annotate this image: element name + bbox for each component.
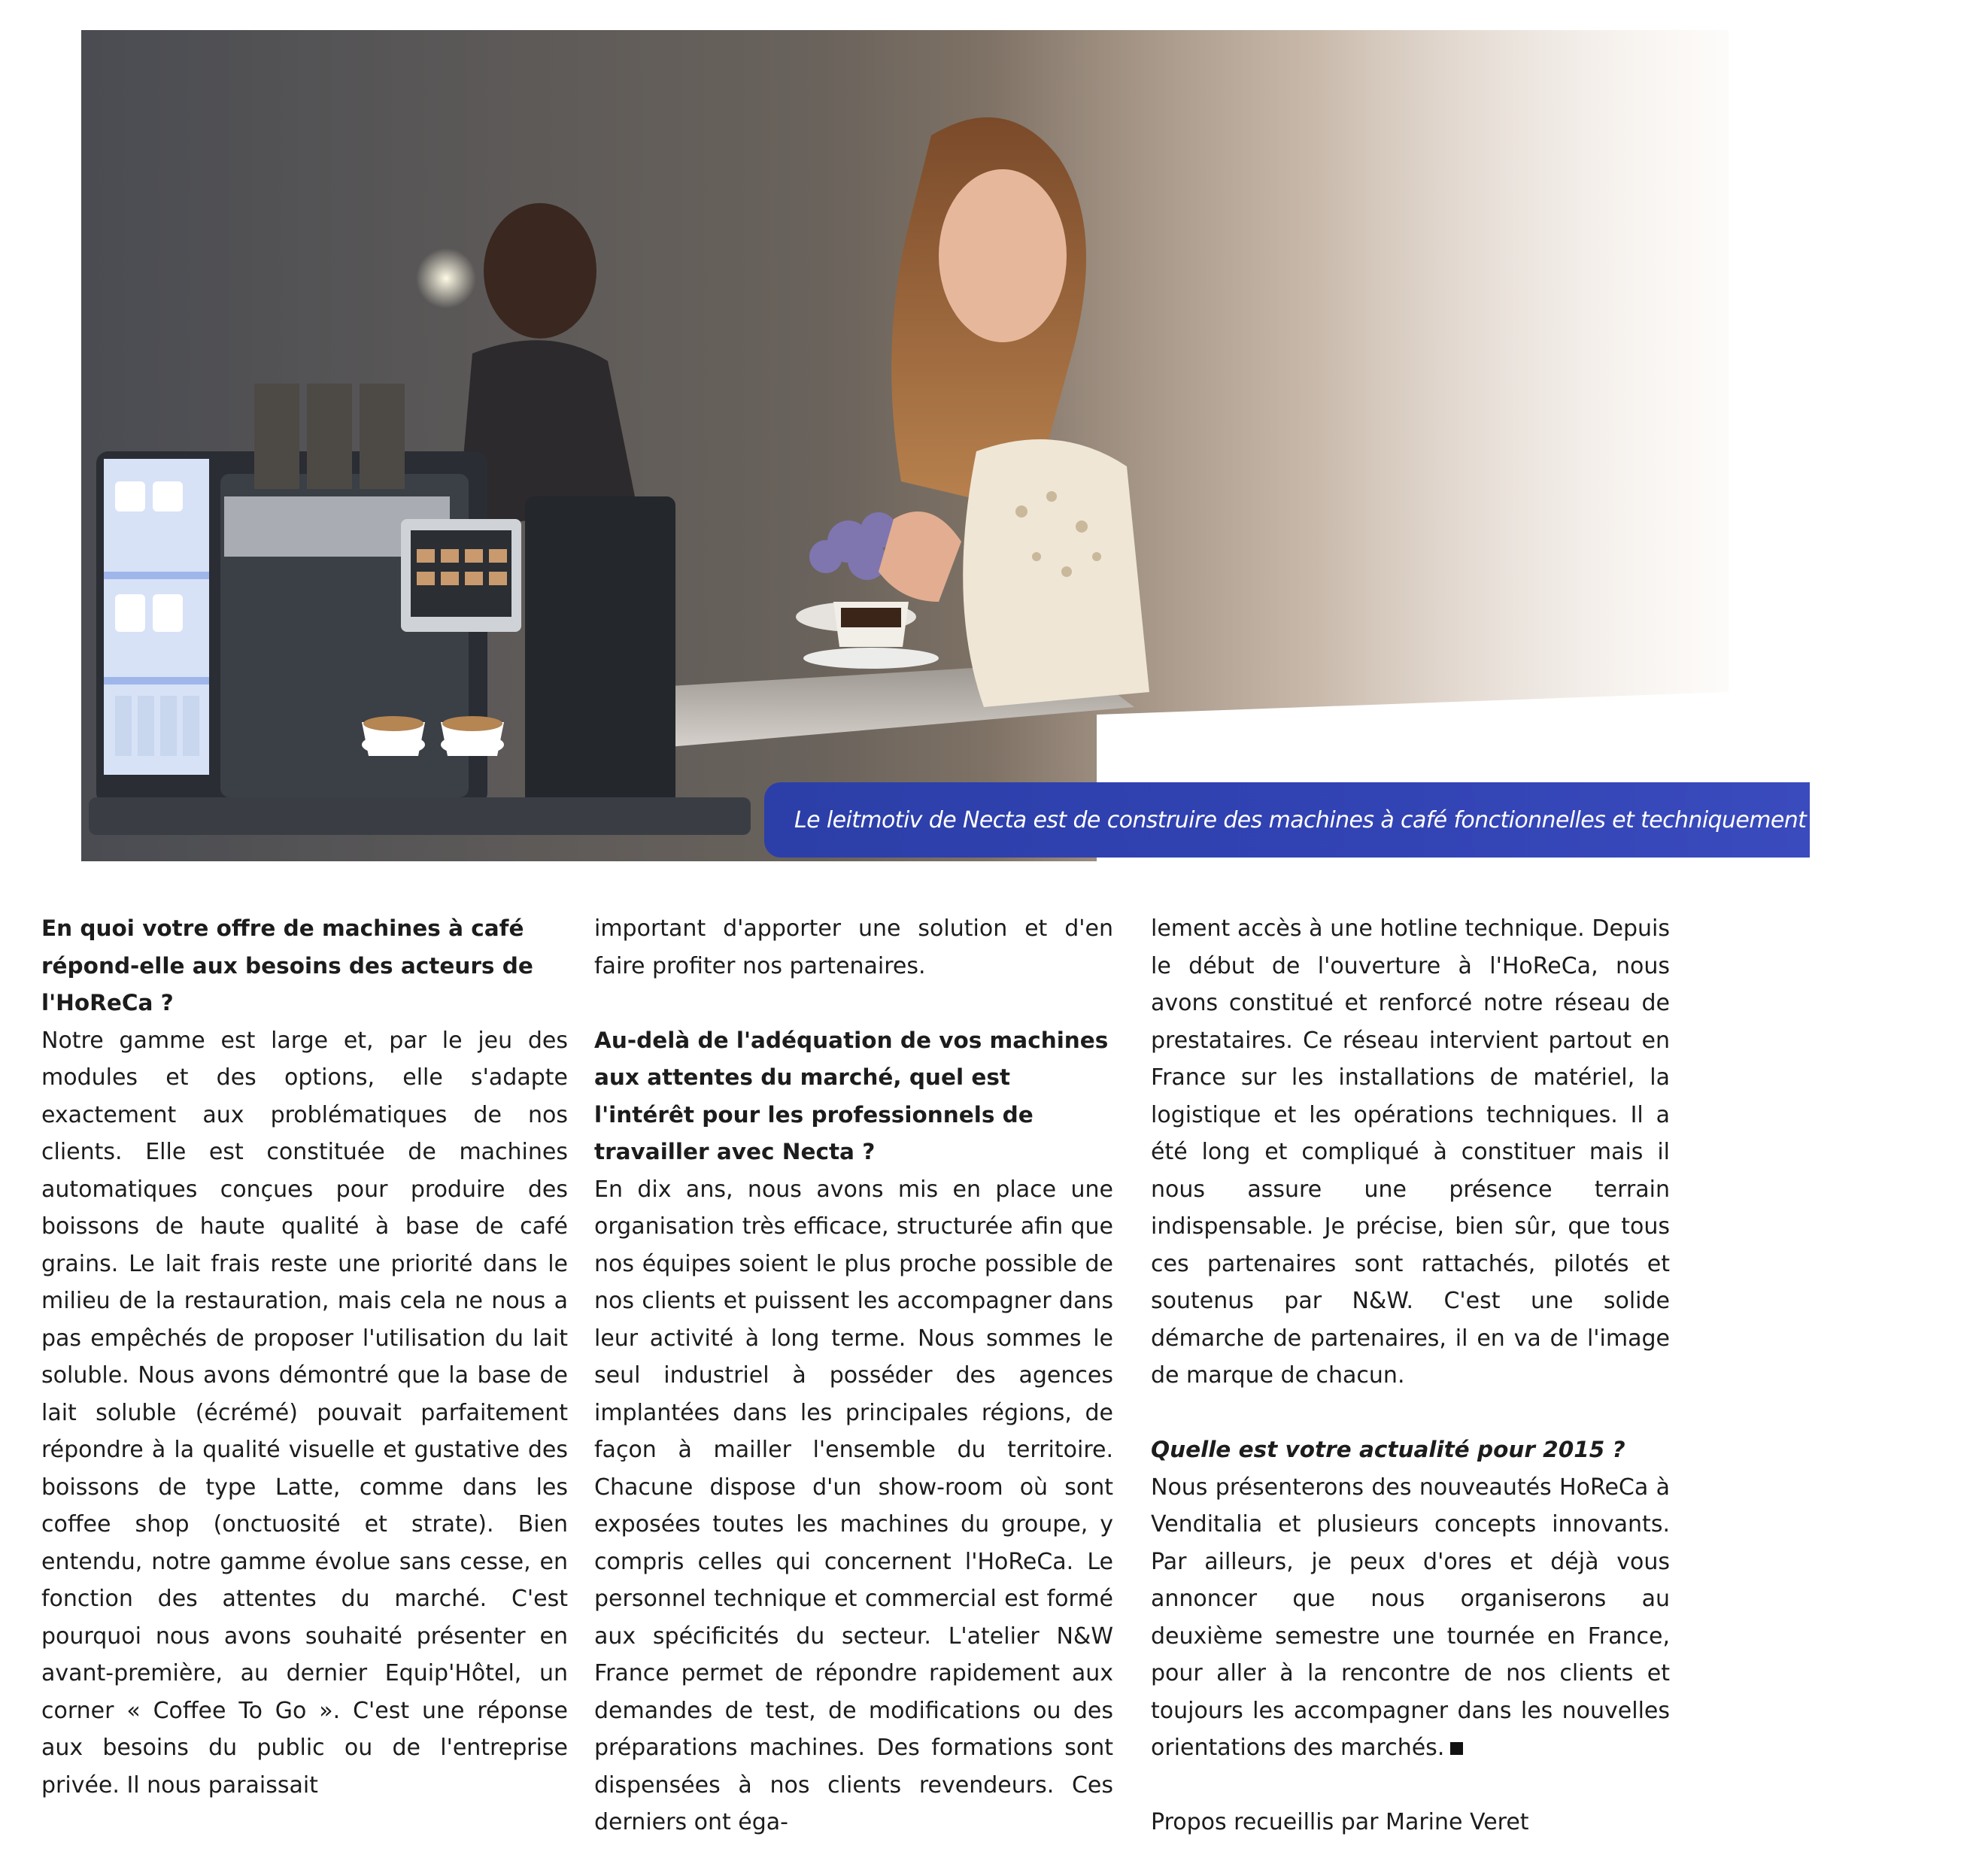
interview-answer: Notre gamme est large et, par le jeu des modules et des options, elle s'adapte exactement aux problématiques de nos clients. Elle est constituée de machines automatiques conçues pour produire des boissons de haute qualité à base de café grains. Le lait frais reste une priorité dans le milieu de la restauration, mais cela ne nous a pas empêchés de proposer l'utilisation du lait soluble. Nous avons démontré que la base de lait soluble (écrémé) pouvait parfaitement répondre à la qualité visuelle et gustative des boissons de type Latte, comme dans les coffee shop (onctuosité et strate). Bien entendu, notre gamme évolue sans cesse, en fonction des attentes du marché. C'est pourquoi nous avons souhaité présenter en avant-première, au dernier Equip'Hôtel, un corner « Coffee To Go ». C'est une réponse aux besoins du public ou de l'entreprise privée. Il nous paraissait: [41, 1027, 568, 1799]
interview-answer-text: Nous présenterons des nouveautés HoReCa à Venditalia et plusieurs concepts innovants. Par ailleurs, je peux d'ores et déjà vous annoncer que nous organiserons au deuxième semestre une tournée en France, pour aller à la rencontre de nos clients et toujours les accompagner dans les nouvelles orientations des marchés.: [1151, 1474, 1670, 1761]
interview-question: Quelle est votre actualité pour 2015 ?: [1151, 1437, 1625, 1462]
interview-answer-continued: important d'apporter une solution et d'en faire profiter nos partenaires.: [594, 915, 1113, 979]
interview-answer-continued: lement accès à une hotline technique. Depuis le début de l'ouverture à l'HoReCa, nous avons constitué et renforcé notre réseau de prestataires. Ce réseau intervient partout en France sur les installations de matériel, la logistique et les opérations techniques. Il a été long et compliqué à constituer mais il nous assure une présence terrain indispensable. Je précise, bien sûr, que tous ces partenaires sont rattachés, pilotés et soutenus par N&W. C'est une solide démarche de partenaires, il en va de l'image de marque de chacun.: [1151, 915, 1670, 1389]
photo-caption: Le leitmotiv de Necta est de construire des machines à café fonctionnelles et techniquement irréprochables.: [794, 806, 1976, 833]
end-of-article-mark: [1450, 1742, 1463, 1755]
interview-answer: En dix ans, nous avons mis en place une organisation très efficace, structurée afin que nos équipes soient le plus proche possible de nos clients et puissent les accompagner dans leur activité à long terme. Nous sommes le seul industriel à posséder des agences implantées dans les principales régions, de façon à mailler l'ensemble du territoire. Chacune dispose d'un show-room où sont exposées toutes les machines du groupe, y compris celles qui concernent l'HoReCa. Le personnel technique et commercial est formé aux spécificités du secteur. L'atelier N&W France permet de répondre rapidement aux demandes de test, de modifications ou des préparations machines. Des formations sont dispensées à nos clients revendeurs. Ces derniers ont éga-: [594, 1176, 1113, 1835]
interview-question: En quoi votre offre de machines à café répond-elle aux besoins des acteurs de l'HoReCa ?: [41, 915, 533, 1015]
article-column-3: [1151, 910, 1670, 1841]
interview-question: Au-delà de l'adéquation de vos machines aux attentes du marché, quel est l'intérêt pour les professionnels de travailler avec Necta ?: [594, 1027, 1109, 1164]
interview-answer-final: [1151, 1469, 1670, 1767]
coffee-machine-scene-illustration: [81, 30, 1729, 861]
photo-caption-bar: [764, 782, 1976, 858]
author-signature: Propos recueillis par Marine Veret: [1151, 1809, 1529, 1835]
article-photo: [81, 30, 1976, 861]
article-column-1: [41, 910, 568, 1804]
article-column-2: [594, 910, 1113, 1841]
